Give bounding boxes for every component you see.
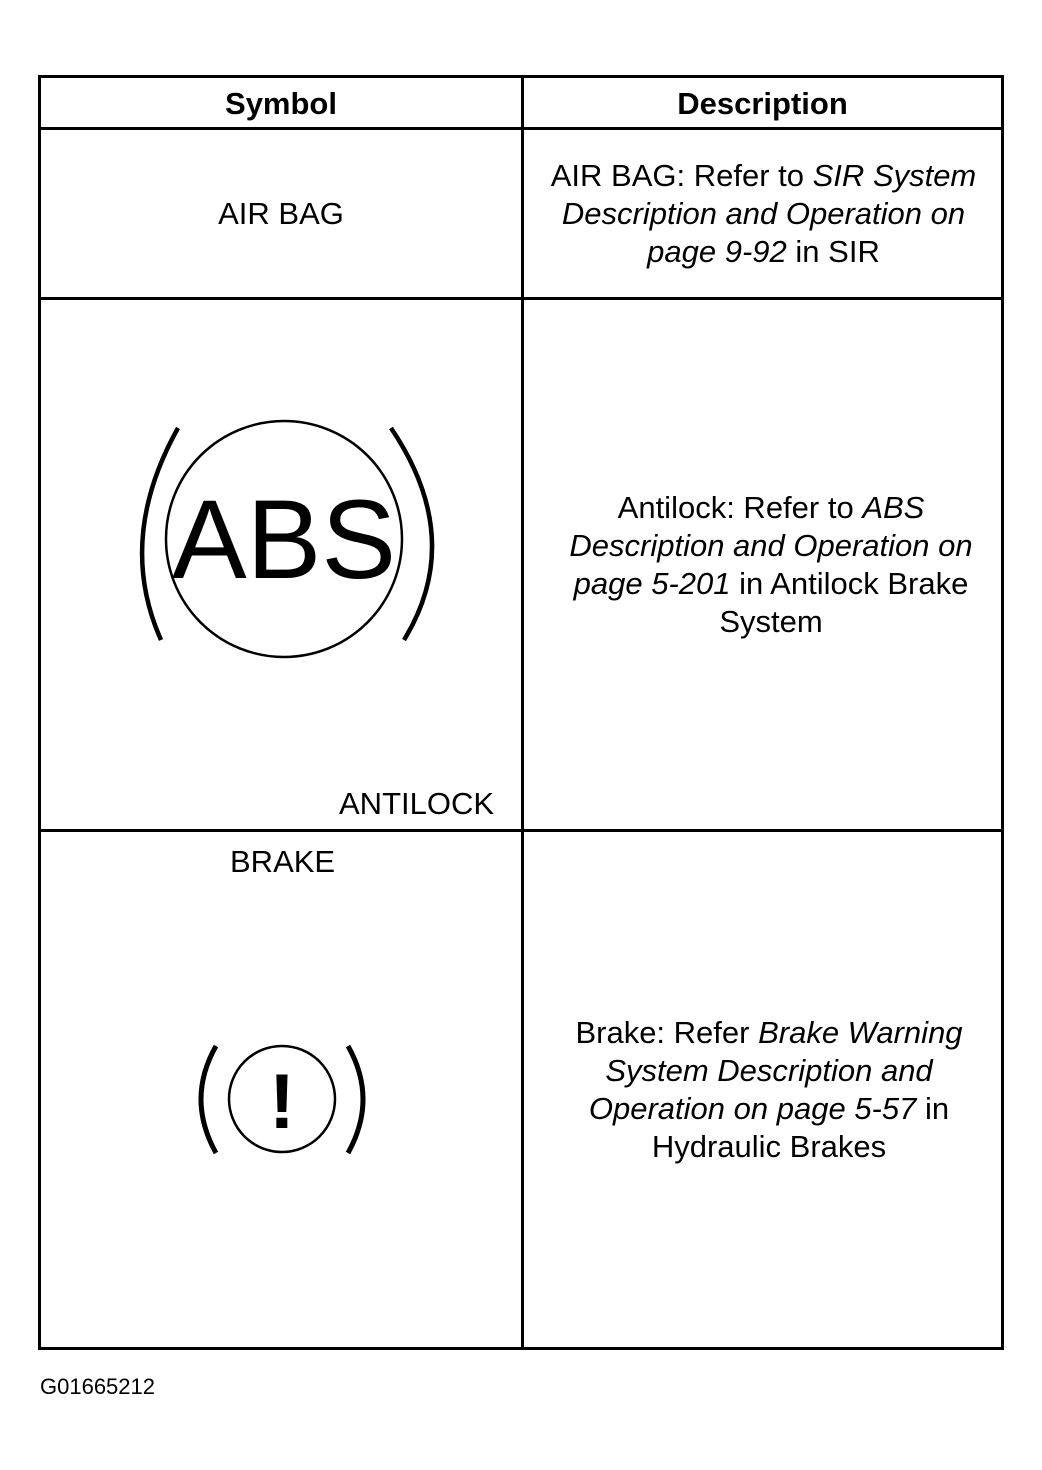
brake-desc-reference: Brake Warning System Description and Operation on page 5-57 xyxy=(588,1014,963,1126)
airbag-description xyxy=(541,157,986,271)
antilock-desc-reference: ABS Description and Operation on page 5-201 xyxy=(569,489,973,601)
abs-warning-icon xyxy=(126,418,446,668)
airbag-desc-text: AIR BAG: Refer to xyxy=(550,157,813,193)
column-divider xyxy=(521,78,524,1347)
abs-icon-text: ABS xyxy=(171,477,397,602)
airbag-desc-reference: SIR System Description and Operation on page 9-92 xyxy=(561,157,977,269)
antilock-description xyxy=(541,489,1001,641)
antilock-desc-text: Antilock: Refer to xyxy=(617,489,863,525)
airbag-symbol-label: AIR BAG xyxy=(218,195,344,231)
brake-description-cell xyxy=(537,832,1001,1347)
airbag-symbol-cell xyxy=(41,130,521,297)
brake-warning-icon xyxy=(196,1038,371,1163)
description-column-header: Description xyxy=(677,86,848,121)
symbol-column-header: Symbol xyxy=(225,86,337,121)
symbol-table xyxy=(38,75,1004,1350)
brake-description xyxy=(537,1014,1001,1166)
brake-symbol-label: BRAKE xyxy=(230,844,336,879)
brake-desc-section: in Hydraulic Brakes xyxy=(651,1090,950,1164)
antilock-desc-section: in Antilock Brake System xyxy=(719,565,969,639)
brake-icon-text: ! xyxy=(269,1057,295,1145)
airbag-description-cell xyxy=(541,130,986,297)
airbag-desc-section: in SIR xyxy=(786,233,880,269)
brake-desc-text: Brake: Refer xyxy=(575,1014,759,1050)
figure-id: G01665212 xyxy=(40,1374,155,1399)
antilock-description-cell xyxy=(541,300,1001,829)
antilock-symbol-label: ANTILOCK xyxy=(339,786,495,821)
